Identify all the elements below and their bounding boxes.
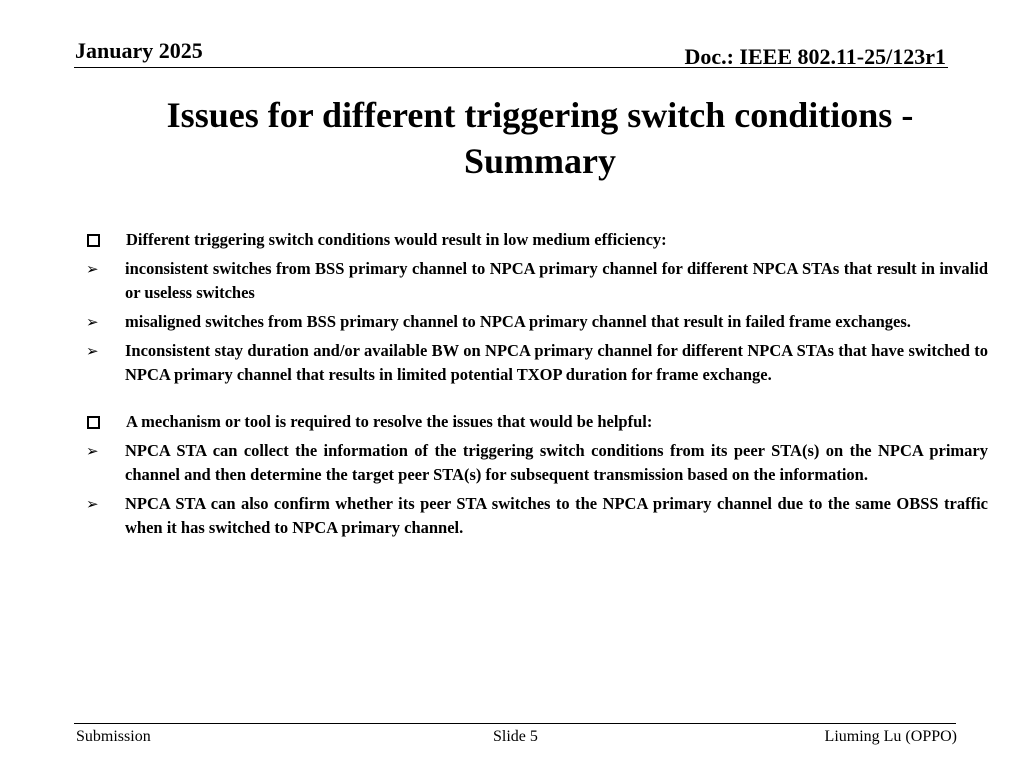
- slide-title-line2: Summary: [464, 141, 616, 181]
- bullet-text: Inconsistent stay duration and/or available BW on NPCA primary channel for different NPCA STAs that have switched to NPCA primary channel that results in limited potential TXOP duration for frame exchange.: [125, 341, 988, 384]
- section-heading: [86, 410, 988, 434]
- arrowhead-bullet-icon: ➢: [86, 342, 99, 360]
- bullet-item: [86, 339, 988, 387]
- bullet-text: NPCA STA can also confirm whether its peer STA switches to the NPCA primary channel due to the same OBSS traffic when it has switched to NPCA primary channel.: [125, 494, 988, 537]
- arrowhead-bullet-icon: ➢: [86, 442, 99, 460]
- footer-submission: Submission: [76, 728, 151, 745]
- header-doc-id: Doc.: IEEE 802.11-25/123r1: [684, 44, 946, 69]
- bullet-text: inconsistent switches from BSS primary channel to NPCA primary channel for different NPCA STAs that result in invalid or useless switches: [125, 259, 988, 302]
- bullet-item: [86, 439, 988, 487]
- square-bullet-icon: [87, 234, 100, 247]
- footer-rule: [74, 723, 956, 724]
- bullet-item: [86, 492, 988, 540]
- section-heading: [86, 228, 988, 252]
- bullet-item: [86, 257, 988, 305]
- section-heading-text: Different triggering switch conditions would result in low medium efficiency:: [126, 230, 667, 249]
- bullet-text: misaligned switches from BSS primary channel to NPCA primary channel that result in failed frame exchanges.: [125, 312, 911, 331]
- slide-title: [110, 92, 970, 184]
- arrowhead-bullet-icon: ➢: [86, 260, 99, 278]
- footer-author: Liuming Lu (OPPO): [824, 728, 957, 745]
- section-heading-text: A mechanism or tool is required to resolve the issues that would be helpful:: [126, 412, 653, 431]
- header-rule: [74, 67, 948, 68]
- arrowhead-bullet-icon: ➢: [86, 495, 99, 513]
- footer-slide-number: Slide 5: [493, 728, 538, 745]
- arrowhead-bullet-icon: ➢: [86, 313, 99, 331]
- header-date: January 2025: [75, 38, 203, 63]
- square-bullet-icon: [87, 416, 100, 429]
- bullet-item: [86, 310, 988, 334]
- slide-content: [86, 228, 988, 545]
- bullet-text: NPCA STA can collect the information of the triggering switch conditions from its peer STA(s) on the NPCA primary channel and then determine the target peer STA(s) for subsequent transmission based on the information.: [125, 441, 988, 484]
- slide-title-line1: Issues for different triggering switch conditions -: [166, 95, 914, 135]
